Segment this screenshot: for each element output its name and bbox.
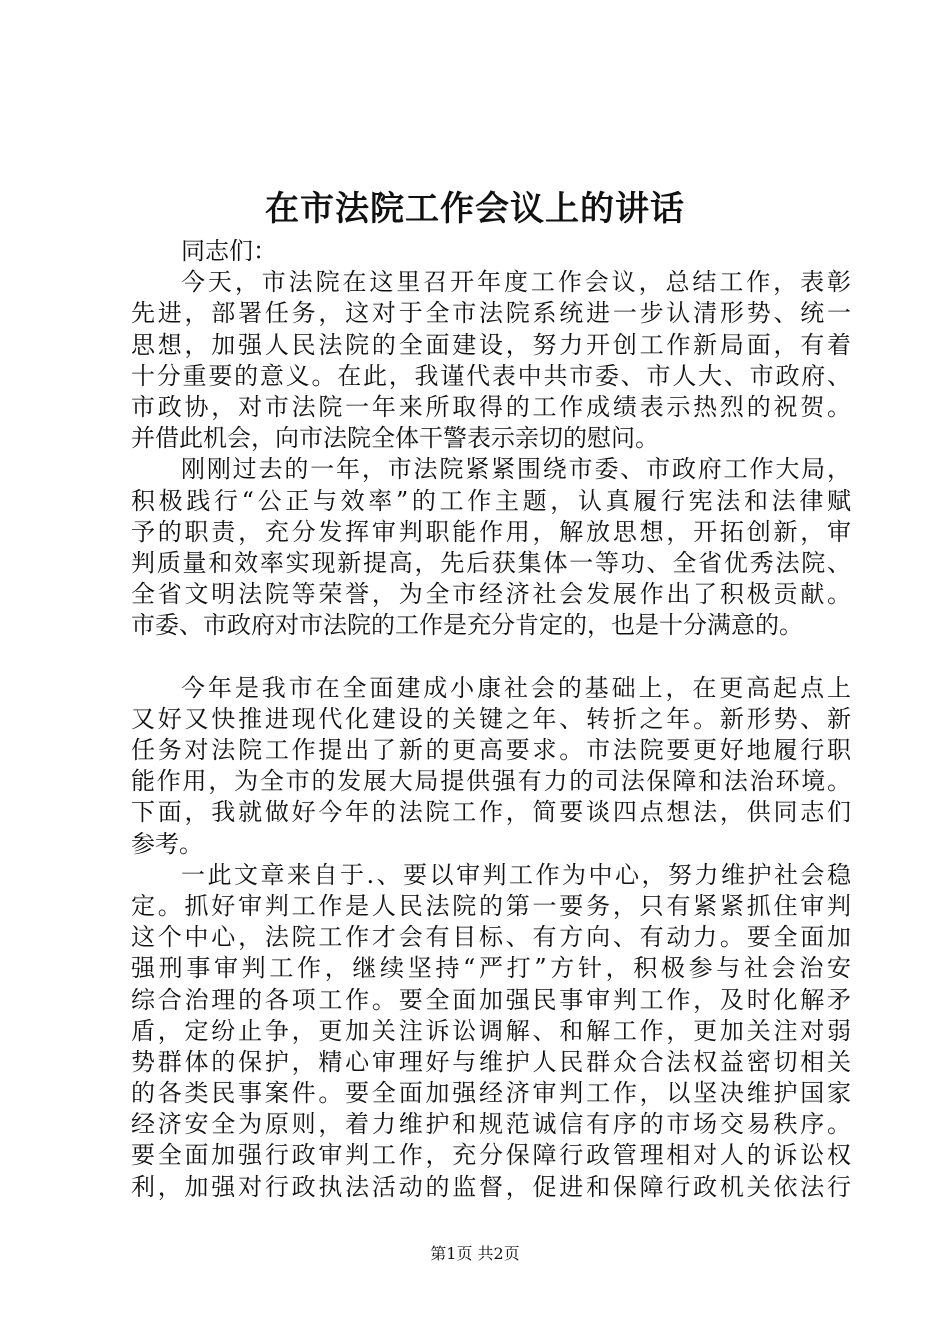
text-line: 全省文明法院等荣誉，为全市经济社会发展作出了积极贡献。 [131, 580, 851, 609]
paragraph-3 [131, 673, 851, 860]
document-body [131, 236, 851, 1203]
text-line: 市委、市政府对市法院的工作是充分肯定的，也是十分满意的。 [131, 611, 803, 640]
text-line: 思想，加强人民法院的全面建设，努力开创工作新局面，有着 [131, 330, 851, 359]
text-line: 参考。 [131, 829, 203, 858]
text-line: 经济安全为原则，着力维护和规范诚信有序的市场交易秩序。 [131, 1110, 851, 1139]
paragraph-1 [131, 267, 851, 454]
document-title: 在市法院工作会议上的讲话 [265, 189, 685, 229]
text-line: 强刑事审判工作，继续坚持“严打”方针，积极参与社会治安 [131, 954, 851, 983]
text-line: 积极践行“公正与效率”的工作主题，认真履行宪法和法律赋 [131, 486, 851, 515]
text-line: 的各类民事案件。要全面加强经济审判工作，以坚决维护国家 [131, 1079, 851, 1108]
text-line: 十分重要的意义。在此，我谨代表中共市委、市人大、市政府、 [131, 361, 851, 390]
text-line: 今天，市法院在这里召开年度工作会议，总结工作，表彰 [181, 268, 851, 297]
text-line: 综合治理的各项工作。要全面加强民事审判工作，及时化解矛 [131, 985, 851, 1014]
salutation: 同志们： [181, 237, 277, 265]
text-line: 刚刚过去的一年，市法院紧紧围绕市委、市政府工作大局， [181, 455, 851, 484]
text-line: 今年是我市在全面建成小康社会的基础上，在更高起点上 [181, 673, 851, 702]
text-line: 利，加强对行政执法活动的监督，促进和保障行政机关依法行 [131, 1172, 851, 1201]
text-line: 势群体的保护，精心审理好与维护人民群众合法权益密切相关 [131, 1047, 851, 1076]
paragraph-2 [131, 454, 851, 641]
text-line: 一此文章来自于.、要以审判工作为中心，努力维护社会稳 [181, 860, 851, 889]
text-line: 任务对法院工作提出了新的更高要求。市法院要更好地履行职 [131, 736, 851, 764]
text-line: 予的职责，充分发挥审判职能作用，解放思想，开拓创新，审 [131, 517, 851, 546]
text-line: 市政协，对市法院一年来所取得的工作成绩表示热烈的祝贺。 [131, 392, 851, 421]
text-line: 盾，定纷止争，更加关注诉讼调解、和解工作，更加关注对弱 [131, 1016, 851, 1045]
text-line: 下面，我就做好今年的法院工作，简要谈四点想法，供同志们 [131, 798, 851, 827]
text-line: 先进，部署任务，这对于全市法院系统进一步认清形势、统一 [131, 299, 851, 328]
paragraph-gap [131, 641, 851, 672]
text-line: 这个中心，法院工作才会有目标、有方向、有动力。要全面加 [131, 923, 851, 952]
text-line: 判质量和效率实现新提高，先后获集体一等功、全省优秀法院、 [131, 548, 851, 577]
page-number-footer: 第1页 共2页 [430, 1244, 520, 1263]
text-line: 又好又快推进现代化建设的关键之年、转折之年。新形势、新 [131, 704, 851, 733]
paragraph-4 [131, 860, 851, 1203]
text-line: 并借此机会，向市法院全体干警表示亲切的慰问。 [131, 424, 659, 453]
text-line: 要全面加强行政审判工作，充分保障行政管理相对人的诉讼权 [131, 1141, 851, 1170]
text-line: 能作用，为全市的发展大局提供强有力的司法保障和法治环境。 [131, 767, 851, 796]
text-line: 定。抓好审判工作是人民法院的第一要务，只有紧紧抓住审判 [131, 891, 851, 920]
